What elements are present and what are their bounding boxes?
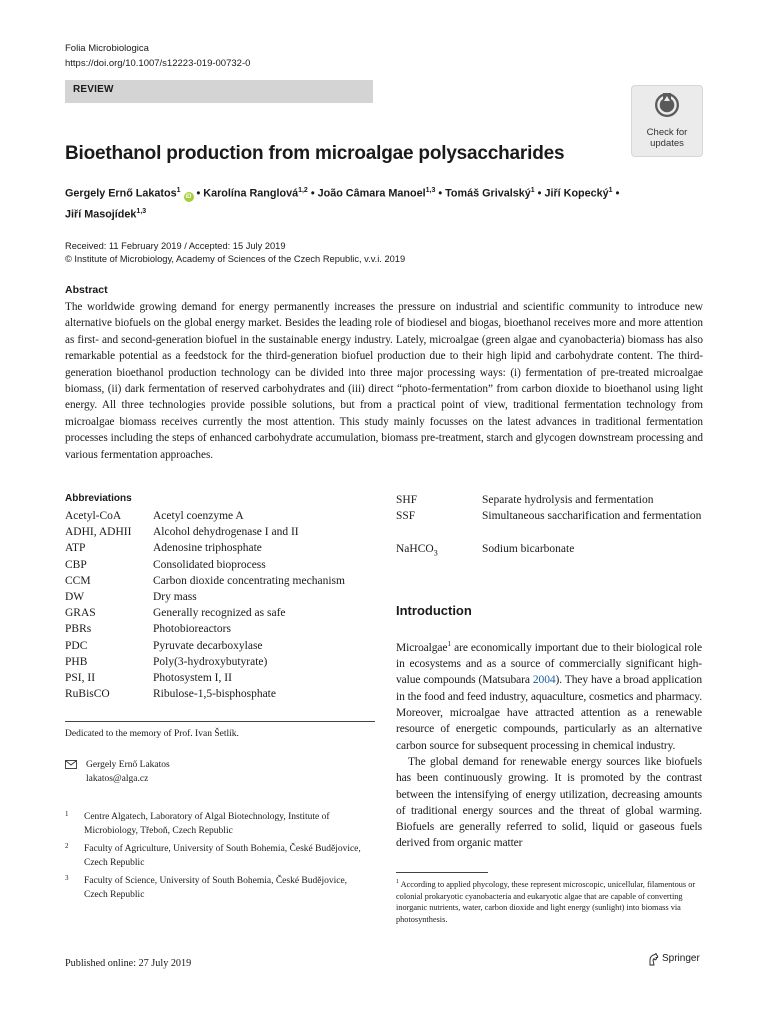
abbreviation-definition: Consolidated bioprocess <box>153 558 266 571</box>
intro-text: ). They have a broad application in the food and feed industry, aquaculture, cosmetics and pharmacy. Moreover, microalgae have attracted attention as a renewable resource of energetic compounds, particularly as an alternative carbon source for subsequent processing in chemical industry. <box>396 674 702 752</box>
abbreviation-term-text: PDC <box>65 639 88 652</box>
abbreviation-term <box>65 654 87 670</box>
abbreviation-term-text: RuBisCO <box>65 688 110 701</box>
abstract-text: The worldwide growing demand for energy permanently increases the pressure on industrial and scientific community to introduce new alternative biofuels on the global energy market. Besides the leading role of biodiesel and biogas, bioethanol receives more and more attention as first- and second-generation biofuel in the sustainable energy industry. Lately, microalgae (green algae and cyanobacteria) biomass has also remarkable potential as a feedstock for the third-generation biofuel production due to their high lipid and carbohydrate content. The third-generation bioethanol production technology can be divided into three major processing ways: (i) fermentation of pre-treated microalgae biomass, (ii) dark fermentation of reserved carbohydrates and (iii) direct “photo-fermentation” from carbon dioxide to bioethanol using light energy. All three technologies provide possible solutions, but from a practical point of view, traditional fermentation technology from microalgae biomass receives currently the most attention. This study mainly focusses on the latest advances in traditional fermentation processes including the steps of enhanced carbohydrate accumulation, biomass pre-treatment, starch and glycogen downstream processing and various fermentation approaches. <box>65 301 703 461</box>
intro-paragraph-1 <box>396 636 702 754</box>
abbreviation-subscript: 3 <box>433 547 438 557</box>
abbreviation-term <box>65 524 131 540</box>
corresponding-email[interactable]: lakatos@alga.cz <box>86 774 149 784</box>
check-for-updates-icon <box>654 92 680 118</box>
dedication: Dedicated to the memory of Prof. Ivan Šetlík. <box>65 729 239 739</box>
orcid-icon[interactable]: iD <box>185 193 192 200</box>
abbreviation-definition: Ribulose-1,5-bisphosphate <box>153 688 276 701</box>
abstract-heading: Abstract <box>65 284 108 296</box>
abbreviation-term-text: SSF <box>396 510 416 523</box>
citation-link[interactable]: 2004 <box>532 674 556 687</box>
abbreviation-term <box>65 540 85 556</box>
abbreviations-heading: Abbreviations <box>65 493 132 504</box>
publisher-logo <box>647 951 707 967</box>
abbreviation-term-text: GRAS <box>65 607 96 620</box>
corresponding-author: Gergely Ernő Lakatos <box>86 760 170 770</box>
abbreviation-term-text: Acetyl-CoA <box>65 510 122 522</box>
author-affiliation-ref: 1 <box>530 187 535 194</box>
footnote-number: 1 <box>396 879 399 885</box>
doi-link[interactable]: https://doi.org/10.1007/s12223-019-00732-0 <box>65 58 251 69</box>
envelope-icon <box>65 760 77 769</box>
abbreviation-definition: Separate hydrolysis and fermentation <box>482 494 654 506</box>
affiliation-number: 2 <box>65 842 69 850</box>
author-separator: • <box>534 187 545 200</box>
abbreviation-term <box>65 508 121 524</box>
author-separator: • <box>193 187 204 200</box>
introduction-heading: Introduction <box>396 603 472 618</box>
author-affiliation-ref: 1,3 <box>425 187 436 194</box>
affiliation-text: Faculty of Agriculture, University of South Bohemia, České Budějovice, Czech Republic <box>84 844 361 868</box>
abbreviation-term <box>65 670 95 686</box>
abbreviation-definition: Alcohol dehydrogenase I and II <box>153 526 299 539</box>
affiliation-text: Faculty of Science, University of South Bohemia, České Budějovice, Czech Republic <box>84 876 348 900</box>
abbreviation-definition: Adenosine triphosphate <box>153 542 262 555</box>
abbreviation-term-text: DW <box>65 591 85 603</box>
abbreviation-term <box>65 621 91 637</box>
abbreviation-term <box>396 541 438 562</box>
journal-name: Folia Microbiologica <box>65 43 149 54</box>
correspondence <box>86 758 170 786</box>
abbreviation-term-text: PSI, II <box>65 672 96 684</box>
publisher-name: Springer <box>662 953 700 964</box>
check-for-updates-badge[interactable] <box>632 86 702 156</box>
abbreviation-definition: Photosystem I, II <box>153 672 232 684</box>
published-online: Published online: 27 July 2019 <box>65 958 192 969</box>
abbreviation-definition: Generally recognized as safe <box>153 607 286 620</box>
author-name[interactable]: Gergely Ernő Lakatos <box>65 187 177 200</box>
affiliation-number: 3 <box>65 874 69 882</box>
section-label: REVIEW <box>73 84 114 95</box>
abbreviation-definition: Dry mass <box>153 591 197 603</box>
author-name[interactable]: Tomáš Grivalský <box>445 187 531 200</box>
journal-header <box>65 41 250 71</box>
check-for-updates-line1: Check for <box>646 127 688 138</box>
abbreviation-term <box>65 573 91 589</box>
intro-paragraph-2: The global demand for renewable energy sources like biofuels has been continuously growing. It is promoted by the contrast between the intensifying of energy utilization, decreasing amounts of traditional energy sources and the threat of global warming. Biofuels are generally referred to solid, liquid or gaseous fuels derived from organic matter <box>396 755 702 850</box>
footnote-text: According to applied phycology, these represent microscopic, unicellular, filamentous or colonial prokaryotic cyanobacteria and eukaryotic algae that are capable of converting inorganic nutrients, water, carbon dioxide and light energy (sunlight) into biomass via photosynthesis. <box>396 879 696 925</box>
footnote-ref[interactable]: 1 <box>447 639 452 648</box>
abbreviations-left <box>65 508 395 708</box>
abbreviation-term-text: SHF <box>396 494 418 506</box>
abbreviation-term-text: NaHCO <box>396 542 434 555</box>
author-separator: • <box>307 187 318 200</box>
abbreviation-term-text: ADHI, ADHII <box>65 526 132 539</box>
affiliation-number: 1 <box>65 810 69 818</box>
author-name[interactable]: Jiří Masojídek <box>65 208 137 221</box>
author-name[interactable]: João Câmara Manoel <box>317 187 426 200</box>
author-affiliation-ref: 1 <box>176 187 181 194</box>
intro-text: are economically important due to their biological role in ecosystems and as a source of commercially significant high-value compounds (Matsubara <box>396 641 702 687</box>
abbreviation-term <box>65 589 84 605</box>
abbreviation-definition: Photobioreactors <box>153 623 231 636</box>
abbreviation-definition: Pyruvate decarboxylase <box>153 639 263 652</box>
footnote-divider <box>396 872 488 873</box>
article-title: Bioethanol production from microalgae polysaccharides <box>65 143 565 164</box>
abbreviation-definition: Poly(3-hydroxybutyrate) <box>153 655 268 668</box>
author-affiliation-ref: 1,2 <box>298 187 308 194</box>
author-affiliation-ref: 1,3 <box>136 207 147 215</box>
author-name[interactable]: Karolína Ranglová <box>203 187 299 200</box>
received-accepted: Received: 11 February 2019 / Accepted: 15 July 2019 <box>65 241 286 251</box>
check-for-updates-line2: updates <box>650 137 684 149</box>
abbreviation-term <box>65 686 110 702</box>
abbreviations-right <box>396 492 716 572</box>
divider <box>65 721 375 722</box>
abbreviation-definition: Carbon dioxide concentrating mechanism <box>153 574 345 587</box>
footnote <box>396 877 702 926</box>
abbreviation-term-text: CBP <box>65 558 87 571</box>
author-separator: • <box>435 187 446 200</box>
springer-horse-icon <box>647 953 659 966</box>
author-affiliation-ref: 1 <box>608 187 613 194</box>
abbreviation-definition: Sodium bicarbonate <box>482 542 575 555</box>
copyright: © Institute of Microbiology, Academy of Sciences of the Czech Republic, v.v.i. 2019 <box>65 254 406 264</box>
abbreviation-definition: Acetyl coenzyme A <box>153 510 244 522</box>
abbreviation-term <box>396 508 415 524</box>
introduction-body <box>396 636 702 852</box>
abbreviation-term-text: PBRs <box>65 623 92 636</box>
author-list: Gergely Ernő Lakatos$^1$ iD • Karolína Ranglová$^{1,2}$ • João Câmara Manoel$^{1,3}$ • Tomáš Grivalský$^1$ • Jiří Kopecký$^1$ • Jiří Masojídek$^{1,3}$ <box>65 187 620 221</box>
abbreviation-term <box>65 638 87 654</box>
affiliation-text: Centre Algatech, Laboratory of Algal Biotechnology, Institute of Microbiology, Třeboň, Czech Republic <box>84 812 330 836</box>
abbreviation-definition: Simultaneous saccharification and fermentation <box>482 510 702 523</box>
author-name[interactable]: Jiří Kopecký <box>544 187 609 200</box>
abbreviation-term-text: ATP <box>65 542 86 555</box>
abbreviation-term-text: CCM <box>65 574 91 587</box>
article-dates <box>65 240 405 266</box>
intro-text: Microalgae <box>396 641 448 654</box>
abbreviation-term <box>65 557 87 573</box>
abbreviation-term <box>396 492 417 508</box>
abbreviation-term-text: PHB <box>65 655 88 668</box>
abbreviation-term <box>65 605 96 621</box>
